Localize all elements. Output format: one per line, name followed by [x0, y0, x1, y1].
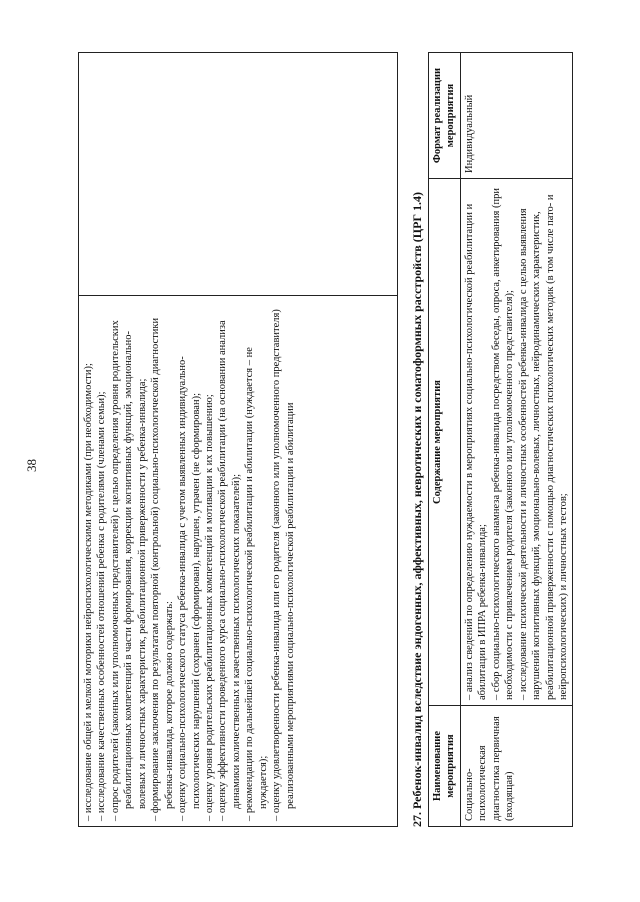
header-name: Наименование мероприятия [429, 706, 461, 827]
fragment-list [82, 301, 297, 821]
row-content-line: – исследование психической деятельности и личностных особенностей ребенка-инвалида с целью выявления нарушений когнитивных функций, эмоционально-волевых, личностных, нейродинамических характеристик, реабилитационной приверженности с помощью диагностических психологических методик (в том числе пато- и нейропсихологических) и личностных тестов; [517, 194, 569, 700]
row-name: Социально-психологическая диагностика первичная (входящая) [460, 706, 573, 827]
continuation-content-cell [79, 296, 398, 827]
fragment-line: – формирование заключения по результатам повторной (контрольной) социально-психологической диагностики ребенка-инвалида, которое должно содержать: [150, 317, 175, 821]
fragment-line: – оценку уровня родительских реабилитационных компетенций и мотивации к их повышению; [203, 394, 215, 821]
fragment-line: – оценку эффективности проведенного курса социально-психологической реабилитации (на основании анализа динамики количественных и качественных психологических показателей); [217, 320, 242, 821]
fragment-line: – исследование общей и мелкой моторики нейропсихологическими методиками (при необходимости); [83, 363, 94, 821]
table-header-row [429, 53, 461, 827]
page-number: 38 [24, 459, 39, 472]
table-row [460, 53, 573, 827]
fragment-line: – оценку социально-психологического статуса ребенка-инвалида с учетом выявленных индивидуально-психологических нарушений (сохранен (сформирован), нарушен, утрачен (не сформирован); [177, 356, 202, 821]
continuation-table [78, 52, 398, 827]
section-title: 27. Ребенок-инвалид вследствие эндогенных, аффективных, невротических и соматоформных расстройств (ЦРГ 1.4) [410, 191, 424, 827]
fragment-line: – оценку удовлетворенности ребенка-инвалида или его родителя (законного или уполномоченного представителя) реализованными мероприятиями социально-психологической реабилитации и абилитации [271, 309, 296, 821]
fragment-line: – опрос родителей (законных или уполномоченных представителей) с целью определения уровня родительских реабилитационных компетенций в части формирования, коррекции когнитивных функций, эмоционально-волевых и личностных характеристик, реабилитационной приверженности у ребенка-инвалида; [109, 320, 148, 821]
header-format: Формат реализации мероприятия [429, 53, 461, 179]
row-content-line: – анализ сведений по определению нуждаемости в мероприятиях социально-психологической реабилитации и абилитации в ИПРА ребенка-инвалида; [463, 203, 489, 700]
row-content-line: – сбор социально-психологического анамнеза ребенка-инвалида посредством беседы, опроса, анкетирования (при необходимости с привлечением родителя (законного или уполномоченного представителя); [490, 188, 516, 700]
fragment-line: – исследование качественных особенностей отношений ребенка с родителями (членами семьи); [96, 391, 108, 821]
header-content: Содержание мероприятия [429, 179, 461, 706]
continuation-format-cell [79, 53, 398, 296]
row-content [460, 179, 573, 706]
measures-table [428, 52, 573, 827]
fragment-line: – рекомендации по дальнейшей социально-психологической реабилитации и абилитации (нуждается – не нуждается); [244, 347, 269, 821]
row-format: Индивидуальный [460, 53, 573, 179]
